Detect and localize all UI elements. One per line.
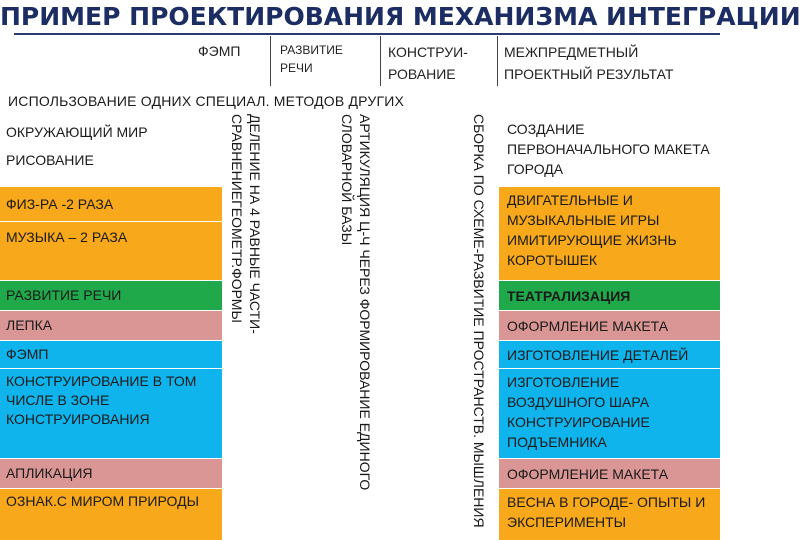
divider [497, 36, 498, 86]
speech-vertical-text: АРТИКУЛЯЦИЯ Ц-Ч ЧЕРЕЗ ФОРМИРОВАНИЕ ЕДИНОГО СЛОВАРНОЙ БАЗЫ [339, 114, 373, 491]
fmp-vertical-text: ДЕЛЕНИЕ НА 4 РАВНЫЕ ЧАСТИ-СРАВНЕНИЕГЕОМЕТР.ФОРМЫ [229, 114, 263, 334]
left-row-construct: КОНСТРУИРОВАНИЕ В ТОМ ЧИСЛЕ В ЗОНЕ КОНСТРУИРОВАНИЯ [0, 369, 222, 458]
result-balloon: ИЗГОТОВЛЕНИЕ ВОЗДУШНОГО ШАРА КОНСТРУИРОВАНИЕ ПОДЪЕМНИКА [499, 369, 720, 458]
methods-subtitle: ИСПОЛЬЗОВАНИЕ ОДНИХ СПЕЦИАЛ. МЕТОДОВ ДРУГИХ [8, 93, 405, 109]
left-row-pe: ФИЗ-РА -2 РАЗА [0, 187, 222, 221]
page-title: ПРИМЕР ПРОЕКТИРОВАНИЯ МЕХАНИЗМА ИНТЕГРАЦИИ [0, 2, 801, 31]
left-row-music: МУЗЫКА – 2 РАЗА [0, 222, 222, 280]
result-parts: ИЗГОТОВЛЕНИЕ ДЕТАЛЕЙ [499, 341, 720, 368]
title-underline [14, 33, 720, 35]
result-city-layout: СОЗДАНИЕ ПЕРВОНАЧАЛЬНОГО МАКЕТА ГОРОДА [499, 116, 720, 186]
left-row-modeling: ЛЕПКА [0, 311, 222, 340]
result-layout-design: ОФОРМЛЕНИЕ МАКЕТА [499, 311, 720, 340]
construct-vertical-text: СБОРКА ПО СХЕМЕ-РАЗВИТИЕ ПРОСТРАНСТВ. МЫШЛЕНИЯ [471, 114, 487, 528]
left-row-speech: РАЗВИТИЕ РЕЧИ [0, 281, 222, 310]
divider [270, 36, 271, 86]
divider [380, 36, 381, 86]
header-result: МЕЖПРЕДМЕТНЫЙ ПРОЕКТНЫЙ РЕЗУЛЬТАТ [504, 44, 674, 82]
left-row-applique: АПЛИКАЦИЯ [0, 459, 222, 488]
result-spring: ВЕСНА В ГОРОДЕ- ОПЫТЫ И ЭКСПЕРИМЕНТЫ [499, 489, 720, 540]
result-layout-final: ОФОРМЛЕНИЕ МАКЕТА [499, 459, 720, 488]
construct-column [446, 114, 492, 540]
result-games: ДВИГАТЕЛЬНЫЕ И МУЗЫКАЛЬНЫЕ ИГРЫ ИМИТИРУЮЩИЕ ЖИЗНЬ КОРОТЫШЕК [499, 187, 720, 280]
header-construct: КОНСТРУИ-РОВАНИЕ [388, 44, 468, 82]
left-row-fmp: ФЭМП [0, 341, 222, 368]
left-row-nature: ОЗНАК.С МИРОМ ПРИРОДЫ [0, 489, 222, 540]
left-row-drawing: РИСОВАНИЕ [0, 148, 222, 186]
speech-column [334, 114, 378, 540]
header-fmp: ФЭМП [198, 43, 241, 59]
header-speech: РАЗВИТИЕ РЕЧИ [280, 43, 343, 75]
left-row-environment: ОКРУЖАЮЩИЙ МИР [0, 116, 222, 148]
result-theatre: ТЕАТРАЛИЗАЦИЯ [499, 281, 720, 310]
fmp-column [224, 114, 268, 540]
